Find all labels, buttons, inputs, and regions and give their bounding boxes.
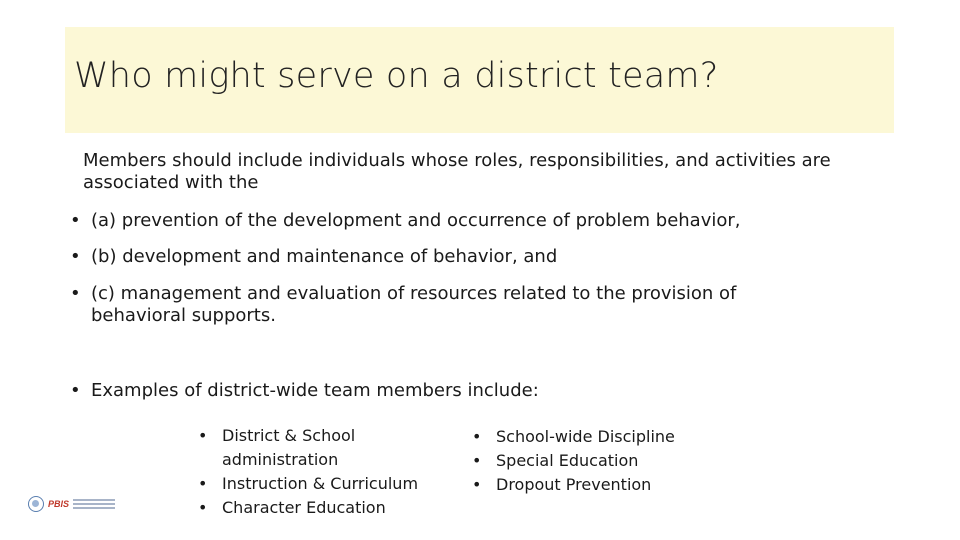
slide-title: Who might serve on a district team? — [74, 56, 719, 96]
bullet-icon: • — [472, 451, 482, 470]
bullet-icon: • — [70, 380, 81, 401]
list-item: • (b) development and maintenance of behavior, and — [70, 246, 558, 267]
list-item: • Instruction & Curriculum — [198, 472, 438, 496]
bullet-icon: • — [198, 498, 208, 517]
examples-heading: • Examples of district-wide team members include: — [70, 380, 539, 401]
list-item: • (a) prevention of the development and occurrence of problem behavior, — [70, 210, 741, 231]
list-item: • Dropout Prevention — [472, 473, 732, 497]
bullet-icon: • — [198, 426, 208, 445]
list-item: • School-wide Discipline — [472, 425, 732, 449]
examples-right-list — [472, 425, 732, 497]
pbis-logo — [28, 496, 115, 512]
examples-heading-row — [70, 380, 870, 402]
list-item: • Special Education — [472, 449, 732, 473]
bullet-icon: • — [70, 246, 81, 267]
examples-left-list — [198, 424, 438, 520]
bullet-icon: • — [472, 475, 482, 494]
list-item: • District & School administration — [198, 426, 356, 469]
criteria-list — [70, 210, 870, 232]
intro-text: Members should include individuals whose roles, responsibilities, and activities are associated with the — [83, 150, 831, 193]
list-item: • (c) management and evaluation of resources related to the provision of behavioral supports. — [70, 283, 737, 326]
logo-fine-print — [73, 499, 115, 509]
list-item: • Character Education — [198, 496, 438, 520]
bullet-icon: • — [70, 283, 81, 304]
seal-icon — [28, 496, 44, 512]
pbis-wordmark: PBIS — [48, 499, 70, 509]
bullet-icon: • — [472, 427, 482, 446]
bullet-icon: • — [198, 474, 208, 493]
bullet-icon: • — [70, 210, 81, 231]
